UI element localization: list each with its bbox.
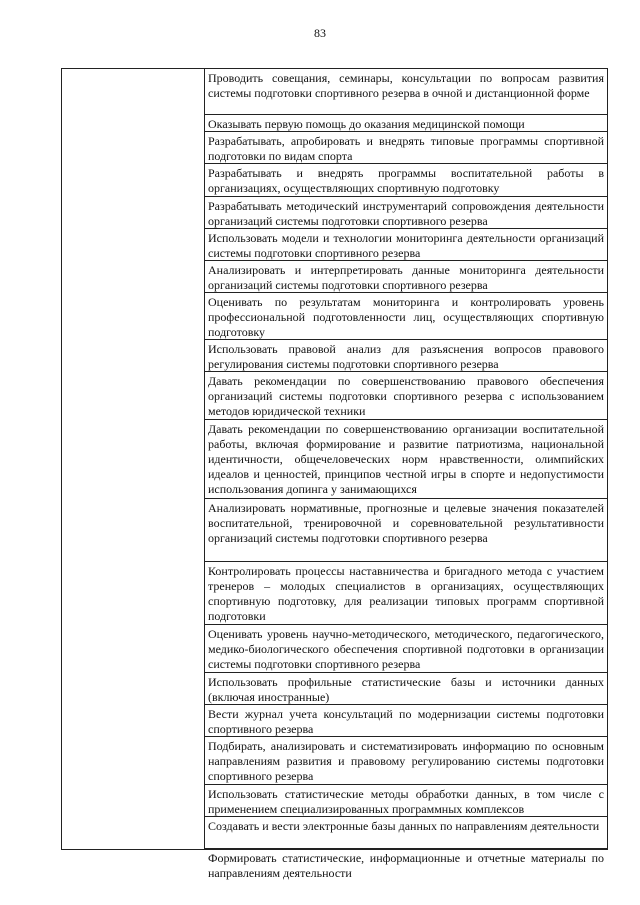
table-row: Проводить совещания, семинары, консультации по вопросам развития системы подготовки спортивного резерва в очной и дистанционной форме	[205, 69, 607, 115]
table-row: Анализировать и интерпретировать данные мониторинга деятельности организаций системы подготовки спортивного резерва	[205, 261, 607, 293]
table-row: Формировать статистические, информационные и отчетные материалы по направлениям деятельности	[208, 851, 604, 880]
page-number: 83	[314, 26, 326, 40]
table-row: Оказывать первую помощь до оказания медицинской помощи	[205, 115, 607, 132]
table-left-column	[62, 69, 205, 849]
table-row: Вести журнал учета консультаций по модернизации системы подготовки спортивного резерва	[205, 705, 607, 737]
table-row: Оценивать по результатам мониторинга и контролировать уровень профессиональной подготовленности лиц, осуществляющих спортивную подготовку	[205, 293, 607, 340]
table-row: Подбирать, анализировать и систематизировать информацию по основным направлениям развития и правовому регулированию системы подготовки спортивного резерва	[205, 737, 607, 785]
table-row: Анализировать нормативные, прогнозные и целевые значения показателей воспитательной, тренировочной и соревновательной результативности организаций системы подготовки спортивного резерва	[205, 499, 607, 562]
skills-table	[61, 68, 608, 880]
table-row: Разрабатывать и внедрять программы воспитательной работы в организациях, осуществляющих спортивную подготовку	[205, 164, 607, 197]
table-row: Давать рекомендации по совершенствованию организации воспитательной работы, включая формирование и развитие патриотизма, национальной идентичности, общечеловеческих норм нравственности, олимпийских идеалов и ценностей, принципов честной игры в спорте и недопустимости использования допинга у занимающихся	[205, 420, 607, 499]
table-row: Давать рекомендации по совершенствованию правового обеспечения организаций системы подготовки спортивного резерва с использованием методов юридической техники	[205, 372, 607, 420]
table-row: Оценивать уровень научно-методического, методического, педагогического, медико-биологического обеспечения спортивной подготовки в организации системы подготовки спортивного резерва	[205, 625, 607, 673]
table-row: Использовать правовой анализ для разъяснения вопросов правового регулирования системы подготовки спортивного резерва	[205, 340, 607, 372]
table-row: Использовать статистические методы обработки данных, в том числе с применением специализированных программных комплексов	[205, 785, 607, 817]
table-row: Создавать и вести электронные базы данных по направлениям деятельности	[205, 817, 607, 849]
table-row: Использовать модели и технологии мониторинга деятельности организаций системы подготовки спортивного резерва	[205, 229, 607, 261]
table-row: Разрабатывать методический инструментарий сопровождения деятельности организаций системы подготовки спортивного резерва	[205, 197, 607, 229]
table-row: Использовать профильные статистические базы и источники данных (включая иностранные)	[205, 673, 607, 705]
table-row: Разрабатывать, апробировать и внедрять типовые программы спортивной подготовки по видам спорта	[205, 132, 607, 164]
table-row: Контролировать процессы наставничества и бригадного метода с участием тренеров – молодых специалистов в организациях, осуществляющих спортивную подготовку, для реализации типовых программ спортивной подготовки	[205, 562, 607, 625]
